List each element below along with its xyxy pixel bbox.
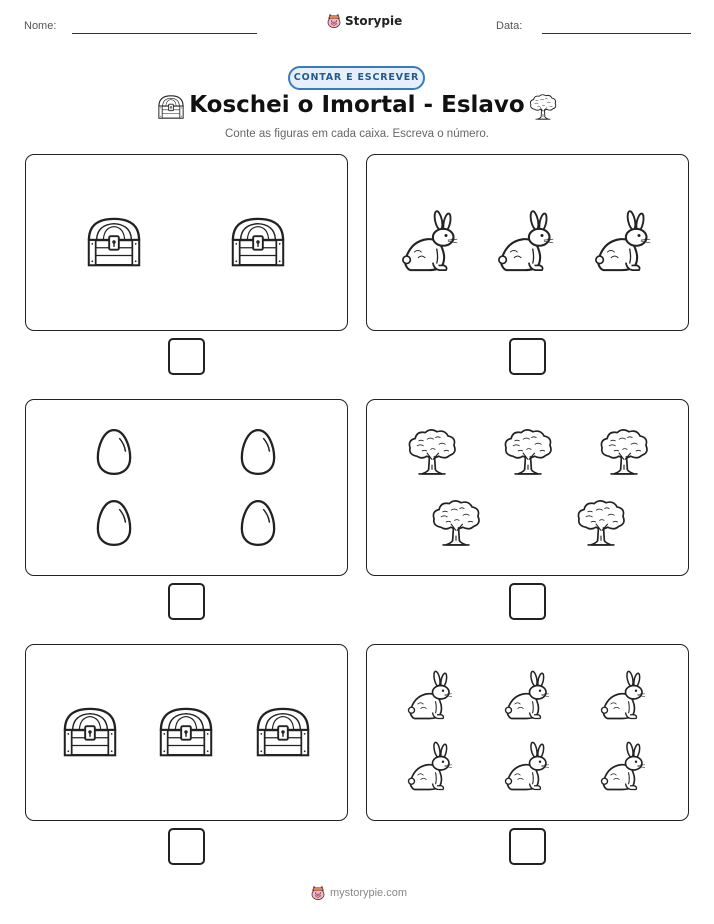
tree-icon (574, 498, 628, 548)
treasure-chest-icon (155, 705, 217, 759)
count-panel-5 (25, 644, 348, 821)
rabbit-icon (407, 670, 455, 722)
count-panel-2 (366, 154, 689, 331)
date-label: Data: (496, 20, 523, 32)
egg-icon (95, 427, 133, 477)
page-title: Koschei o Imortal - Eslavo (189, 92, 525, 118)
tree-icon (597, 427, 651, 477)
answer-box-5[interactable] (168, 828, 205, 865)
answer-box-4[interactable] (509, 583, 546, 620)
rabbit-icon (497, 210, 557, 274)
footer (310, 885, 407, 901)
count-panel-6 (366, 644, 689, 821)
treasure-chest-icon (227, 215, 289, 269)
count-panel-1 (25, 154, 348, 331)
answer-box-3[interactable] (168, 583, 205, 620)
treasure-chest-icon (59, 705, 121, 759)
brand-name: Storypie (345, 14, 403, 28)
treasure-chest-icon (83, 215, 145, 269)
treasure-chest-icon (252, 705, 314, 759)
name-label: Nome: (24, 20, 57, 32)
rabbit-icon (407, 741, 455, 793)
tree-icon (429, 498, 483, 548)
name-line[interactable] (72, 33, 257, 34)
count-panel-4 (366, 399, 689, 576)
answer-box-2[interactable] (509, 338, 546, 375)
rabbit-icon (401, 210, 461, 274)
instructions: Conte as figuras em cada caixa. Escreva o número. (225, 128, 489, 140)
rabbit-icon (504, 670, 552, 722)
date-line[interactable] (542, 33, 691, 34)
tree-icon (528, 93, 558, 121)
storypie-pig-logo-icon (310, 885, 326, 901)
tree-icon (501, 427, 555, 477)
rabbit-icon (594, 210, 654, 274)
storypie-pig-logo-icon (326, 13, 342, 29)
egg-icon (95, 498, 133, 548)
egg-icon (239, 498, 277, 548)
answer-box-6[interactable] (509, 828, 546, 865)
rabbit-icon (600, 670, 648, 722)
activity-badge: CONTAR E ESCREVER (288, 66, 425, 90)
brand-logo (326, 13, 402, 29)
rabbit-icon (600, 741, 648, 793)
answer-box-1[interactable] (168, 338, 205, 375)
tree-icon (405, 427, 459, 477)
egg-icon (239, 427, 277, 477)
rabbit-icon (504, 741, 552, 793)
count-panel-3 (25, 399, 348, 576)
footer-url[interactable]: mystorypie.com (330, 887, 408, 899)
